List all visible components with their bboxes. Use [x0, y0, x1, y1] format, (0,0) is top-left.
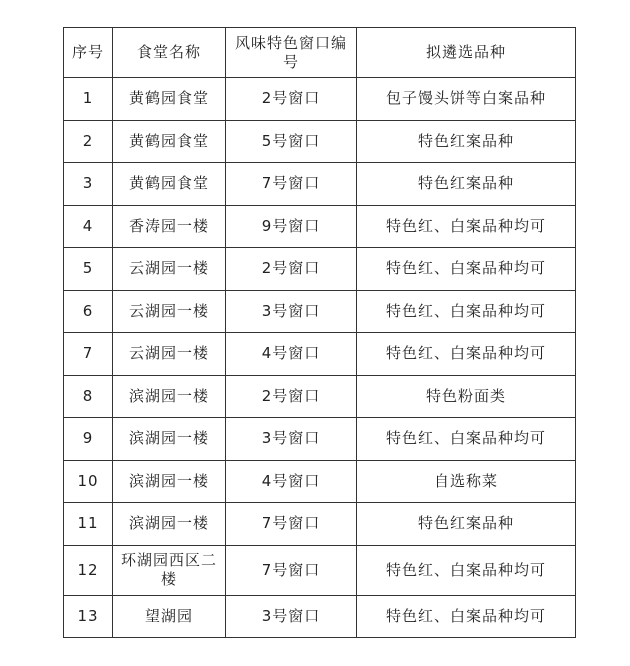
cell-window: 2号窗口 — [226, 375, 357, 418]
canteen-window-table — [63, 27, 576, 638]
cell-window: 9号窗口 — [226, 205, 357, 248]
table-row — [64, 595, 576, 638]
cell-window: 4号窗口 — [226, 333, 357, 376]
cell-window: 3号窗口 — [226, 418, 357, 461]
cell-canteen: 黄鹤园食堂 — [113, 78, 226, 121]
cell-window: 3号窗口 — [226, 595, 357, 638]
cell-variety: 特色粉面类 — [357, 375, 576, 418]
cell-canteen: 云湖园一楼 — [113, 333, 226, 376]
header-seq: 序号 — [64, 28, 113, 78]
table-row — [64, 290, 576, 333]
table-row — [64, 248, 576, 291]
cell-seq: 9 — [64, 418, 113, 461]
cell-canteen: 望湖园 — [113, 595, 226, 638]
cell-variety: 特色红、白案品种均可 — [357, 595, 576, 638]
cell-canteen: 滨湖园一楼 — [113, 375, 226, 418]
cell-seq: 8 — [64, 375, 113, 418]
cell-seq: 2 — [64, 120, 113, 163]
cell-canteen: 香涛园一楼 — [113, 205, 226, 248]
cell-seq: 13 — [64, 595, 113, 638]
cell-seq: 5 — [64, 248, 113, 291]
header-variety: 拟遴选品种 — [357, 28, 576, 78]
cell-seq: 12 — [64, 545, 113, 595]
cell-window: 3号窗口 — [226, 290, 357, 333]
cell-window: 2号窗口 — [226, 248, 357, 291]
cell-canteen: 滨湖园一楼 — [113, 460, 226, 503]
cell-seq: 7 — [64, 333, 113, 376]
table-row — [64, 503, 576, 546]
cell-window: 7号窗口 — [226, 503, 357, 546]
table-row — [64, 375, 576, 418]
table-row — [64, 460, 576, 503]
cell-variety: 自选称菜 — [357, 460, 576, 503]
table-row — [64, 163, 576, 206]
cell-seq: 10 — [64, 460, 113, 503]
header-window: 风味特色窗口编号 — [226, 28, 357, 78]
cell-seq: 1 — [64, 78, 113, 121]
cell-variety: 特色红、白案品种均可 — [357, 248, 576, 291]
table-row — [64, 333, 576, 376]
cell-canteen: 环湖园西区二楼 — [113, 545, 226, 595]
cell-window: 4号窗口 — [226, 460, 357, 503]
table-row — [64, 205, 576, 248]
cell-variety: 特色红案品种 — [357, 503, 576, 546]
cell-variety: 特色红、白案品种均可 — [357, 418, 576, 461]
cell-canteen: 黄鹤园食堂 — [113, 120, 226, 163]
table-row — [64, 545, 576, 595]
cell-seq: 4 — [64, 205, 113, 248]
cell-variety: 特色红、白案品种均可 — [357, 205, 576, 248]
cell-canteen: 滨湖园一楼 — [113, 418, 226, 461]
cell-seq: 3 — [64, 163, 113, 206]
cell-variety: 包子馒头饼等白案品种 — [357, 78, 576, 121]
cell-canteen: 黄鹤园食堂 — [113, 163, 226, 206]
cell-window: 7号窗口 — [226, 163, 357, 206]
header-canteen: 食堂名称 — [113, 28, 226, 78]
cell-variety: 特色红、白案品种均可 — [357, 333, 576, 376]
cell-variety: 特色红案品种 — [357, 163, 576, 206]
cell-window: 7号窗口 — [226, 545, 357, 595]
table-row — [64, 120, 576, 163]
cell-seq: 6 — [64, 290, 113, 333]
cell-variety: 特色红、白案品种均可 — [357, 545, 576, 595]
cell-window: 2号窗口 — [226, 78, 357, 121]
cell-variety: 特色红案品种 — [357, 120, 576, 163]
header-row — [64, 28, 576, 78]
cell-seq: 11 — [64, 503, 113, 546]
cell-canteen: 云湖园一楼 — [113, 290, 226, 333]
table-row — [64, 78, 576, 121]
cell-canteen: 滨湖园一楼 — [113, 503, 226, 546]
cell-window: 5号窗口 — [226, 120, 357, 163]
cell-canteen: 云湖园一楼 — [113, 248, 226, 291]
cell-variety: 特色红、白案品种均可 — [357, 290, 576, 333]
table-row — [64, 418, 576, 461]
